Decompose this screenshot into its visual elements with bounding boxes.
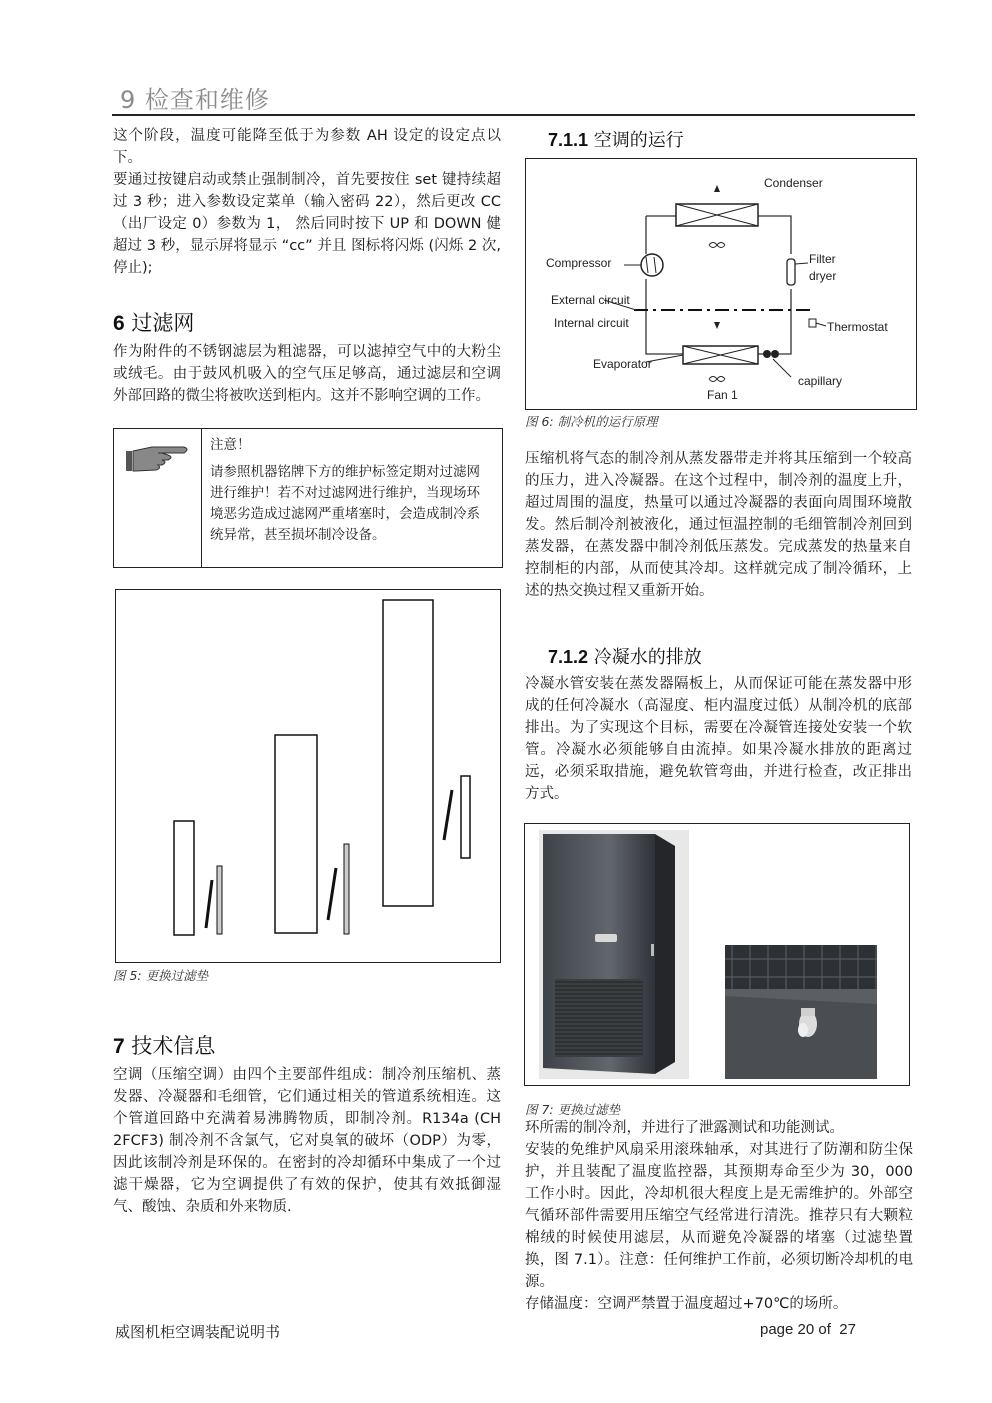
drain-detail-photo [725,945,877,1079]
filter-frame-large [383,600,433,906]
note-icon-cell [114,429,202,567]
figure-5-caption: 图 5: 更换过滤垫 [113,968,209,983]
maintenance-paragraph-3: 存储温度：空调严禁置于温度超过+70℃的场所。 [525,1296,848,1312]
refrigeration-cycle-diagram [526,159,916,409]
section-7-number: 7 [113,1035,125,1058]
figure-6-box [525,158,917,410]
label-evaporator: Evaporator [593,357,652,371]
label-filter: Filter [809,252,836,266]
compressor-symbol [641,254,663,276]
section-712-number: 7.1.2 [548,647,589,667]
note-body: 请参照机器铭牌下方的维护标签定期对过滤网进行维护！若不对过滤网进行维护，当现场环境恶劣造成过滤网严重堵塞时，会造成制冷系统异常，甚至损坏制冷设备。 [210,464,480,543]
condenser-fan-icon [709,243,725,248]
section-6-number: 6 [113,312,125,335]
air-conditioner-photos [525,824,909,1085]
section-711-number: 7.1.1 [548,130,589,150]
evaporator-fan-icon [709,377,725,382]
label-thermostat: Thermostat [827,320,888,334]
label-external-circuit: External circuit [551,293,630,307]
label-compressor: Compressor [546,256,612,270]
note-box [113,428,503,568]
thermostat-symbol [809,319,816,327]
section-711-heading [548,126,684,152]
section-6-heading [113,307,194,337]
maintenance-paragraph-2: 安装的免维护风扇采用滚珠轴承，对其进行了防潮和防尘保护，并且装配了温度监控器，其预期寿命至少为 30，000 工作小时。因此，冷却机很大程度上是无需维护的。外部空气循环部件需要用压缩空气经常进行清洗。推荐只有大颗粒棉绒的时候使用滤层，从而避免冷凝器的堵塞（过滤垫置换，图 7.1）。注意：任何维护工作前，必须切断冷却机的电源。 [525,1142,913,1290]
label-condenser: Condenser [764,176,823,190]
section-6-body: 作为附件的不锈钢滤层为粗滤器，可以滤掉空气中的大粉尘或绒毛。由于鼓风机吸入的空气压足够高，通过滤层和空调外部回路的微尘将被吹送到柜内。这并不影响空调的工作。 [113,344,501,404]
filter-replacement-illustration [116,590,500,962]
section-712-title: 冷凝水的排放 [593,647,702,668]
note-title: 注意！ [210,437,251,453]
condenser-coil [676,185,758,226]
section-712-heading [548,643,702,669]
section-7-title: 技术信息 [131,1034,216,1058]
label-internal-circuit: Internal circuit [554,316,629,330]
section-711-title: 空调的运行 [593,130,684,151]
section-6-title: 过滤网 [131,311,195,335]
label-capillary: capillary [798,374,843,388]
intro-text [113,125,501,279]
label-dryer: dryer [809,269,837,283]
intro-paragraph-2: 要通过按键启动或禁止强制制冷，首先要按住 set 键持续超过 3 秒；进入参数设定菜单（输入密码 22），然后更改 CC（出厂设定 0）参数为 1， 然后同时按下 UP 和 DOWN 健超过 3 秒，显示屏将显示 “cc” 并且 图标将闪烁 (闪烁 2 次,停止); [113,172,501,276]
note-text [210,435,480,546]
figure-5-box [115,589,501,963]
section-712-body: 冷凝水管安装在蒸发器隔板上，从而保证可能在蒸发器中形成的任何冷凝水（高湿度、柜内温度过低）从制冷机的底部排出。为了实现这个目标，需要在冷凝管连接处安装一个软管。冷凝水必须能够自由流掉。如果冷凝水排放的距离过远，必须采取措施，避免软管弯曲，并进行检查，改正排出方式。 [525,676,912,802]
filter-frame-medium [275,735,317,933]
section-7-heading [113,1030,215,1060]
maintenance-text [525,1117,913,1315]
section-7-body: 空调（压缩空调）由四个主要部件组成：制冷剂压缩机、蒸发器、冷凝器和毛细管，它们通过相关的管道系统相连。这个管道回路中充满着易沸腾物质，即制冷剂。R134a (CH 2FCF3) 制冷剂不含氯气，它对臭氧的破坏（ODP）为零，因此该制冷剂是环保的。在密封的冷却循环中集成了一个过滤干燥器，它为空调提供了有效的保护，使其有效抵御湿气、酸蚀、杂质和外来物质. [113,1067,501,1215]
page-header-title: 9 检查和维修 [120,86,270,114]
figure-7-box [524,823,910,1086]
ac-unit-photo [539,830,689,1079]
filter-dryer-symbol [787,259,795,285]
evaporator-coil [683,346,758,364]
section-711-body: 压缩机将气态的制冷剂从蒸发器带走并将其压缩到一个较高的压力，进入冷凝器。在这个过程中，制冷剂的温度上升，超过周围的温度，热量可以通过冷凝器的表面向周围环境散发。然后制冷剂被液化，通过恒温控制的毛细管制冷剂回到蒸发器，在蒸发器中制冷剂低压蒸发。完成蒸发的热量来自控制柜的内部，从而使其冷却。这样就完成了制冷循环，上述的热交换过程又重新开始。 [525,451,912,599]
header-rule [112,114,915,116]
filter-frame-small [174,821,194,935]
footer-document-title: 威图机柜空调装配说明书 [115,1323,281,1341]
filter-pad-large [461,776,470,858]
figure-7-caption: 图 7: 更换过滤垫 [525,1102,621,1117]
figure-6-caption: 图 6: 制冷机的运行原理 [525,414,658,429]
label-fan: Fan 1 [707,388,738,402]
footer-page-number: page 20 of 27 [760,1321,856,1338]
intro-paragraph-1: 这个阶段，温度可能降至低于为参数 AH 设定的设定点以下。 [113,128,501,166]
pointing-hand-icon [122,437,192,477]
maintenance-paragraph-1: 环所需的制冷剂，并进行了泄露测试和功能测试。 [525,1120,844,1136]
